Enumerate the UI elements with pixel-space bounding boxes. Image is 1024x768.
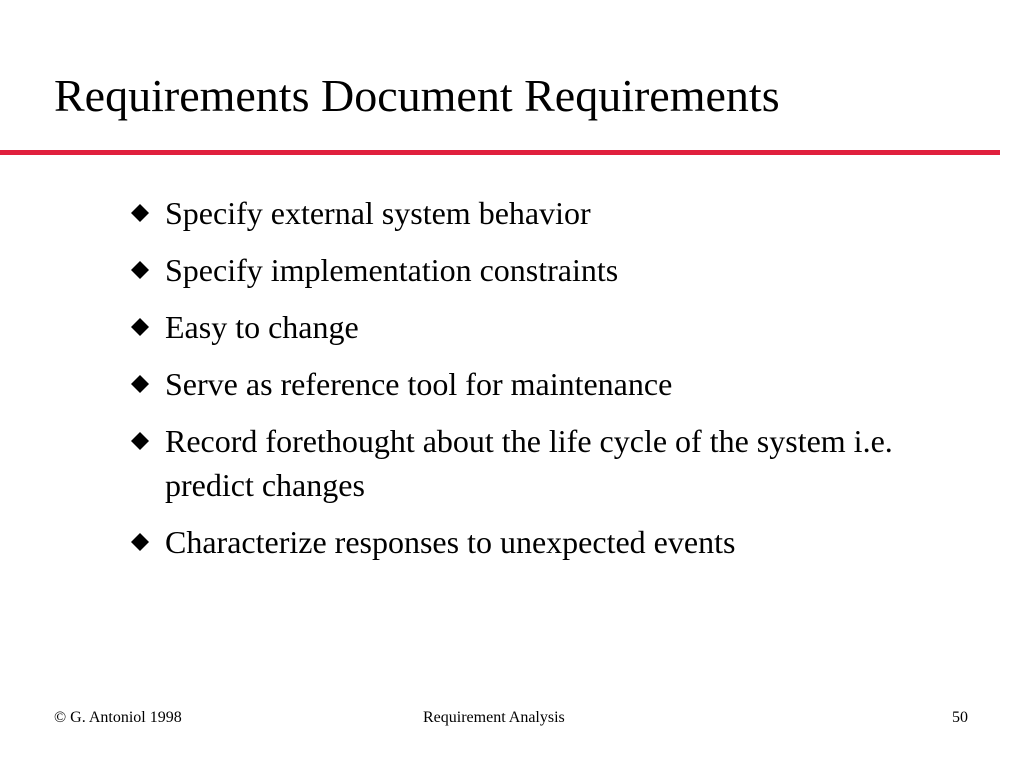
footer-course-title: Requirement Analysis (423, 709, 565, 726)
diamond-icon (131, 432, 149, 450)
bullet-item (128, 191, 928, 235)
bullet-text: Easy to change (165, 309, 359, 345)
bullet-text: Specify external system behavior (165, 195, 591, 231)
bullet-item (128, 305, 928, 349)
diamond-icon (131, 261, 149, 279)
slide-title: Requirements Document Requirements (54, 70, 780, 121)
bullet-text: Serve as reference tool for maintenance (165, 366, 673, 402)
bullet-text: Record forethought about the life cycle of the system i.e. predict changes (165, 423, 893, 503)
page-number: 50 (952, 709, 968, 726)
title-divider (0, 150, 1000, 155)
diamond-icon (131, 318, 149, 336)
footer-copyright: © G. Antoniol 1998 (54, 709, 182, 726)
bullet-item (128, 362, 928, 406)
diamond-icon (131, 204, 149, 222)
bullet-item (128, 248, 928, 292)
bullet-text: Characterize responses to unexpected events (165, 524, 736, 560)
bullet-text: Specify implementation constraints (165, 252, 619, 288)
diamond-icon (131, 375, 149, 393)
bullet-list (128, 191, 928, 577)
diamond-icon (131, 533, 149, 551)
bullet-item (128, 520, 928, 564)
bullet-item (128, 419, 928, 507)
